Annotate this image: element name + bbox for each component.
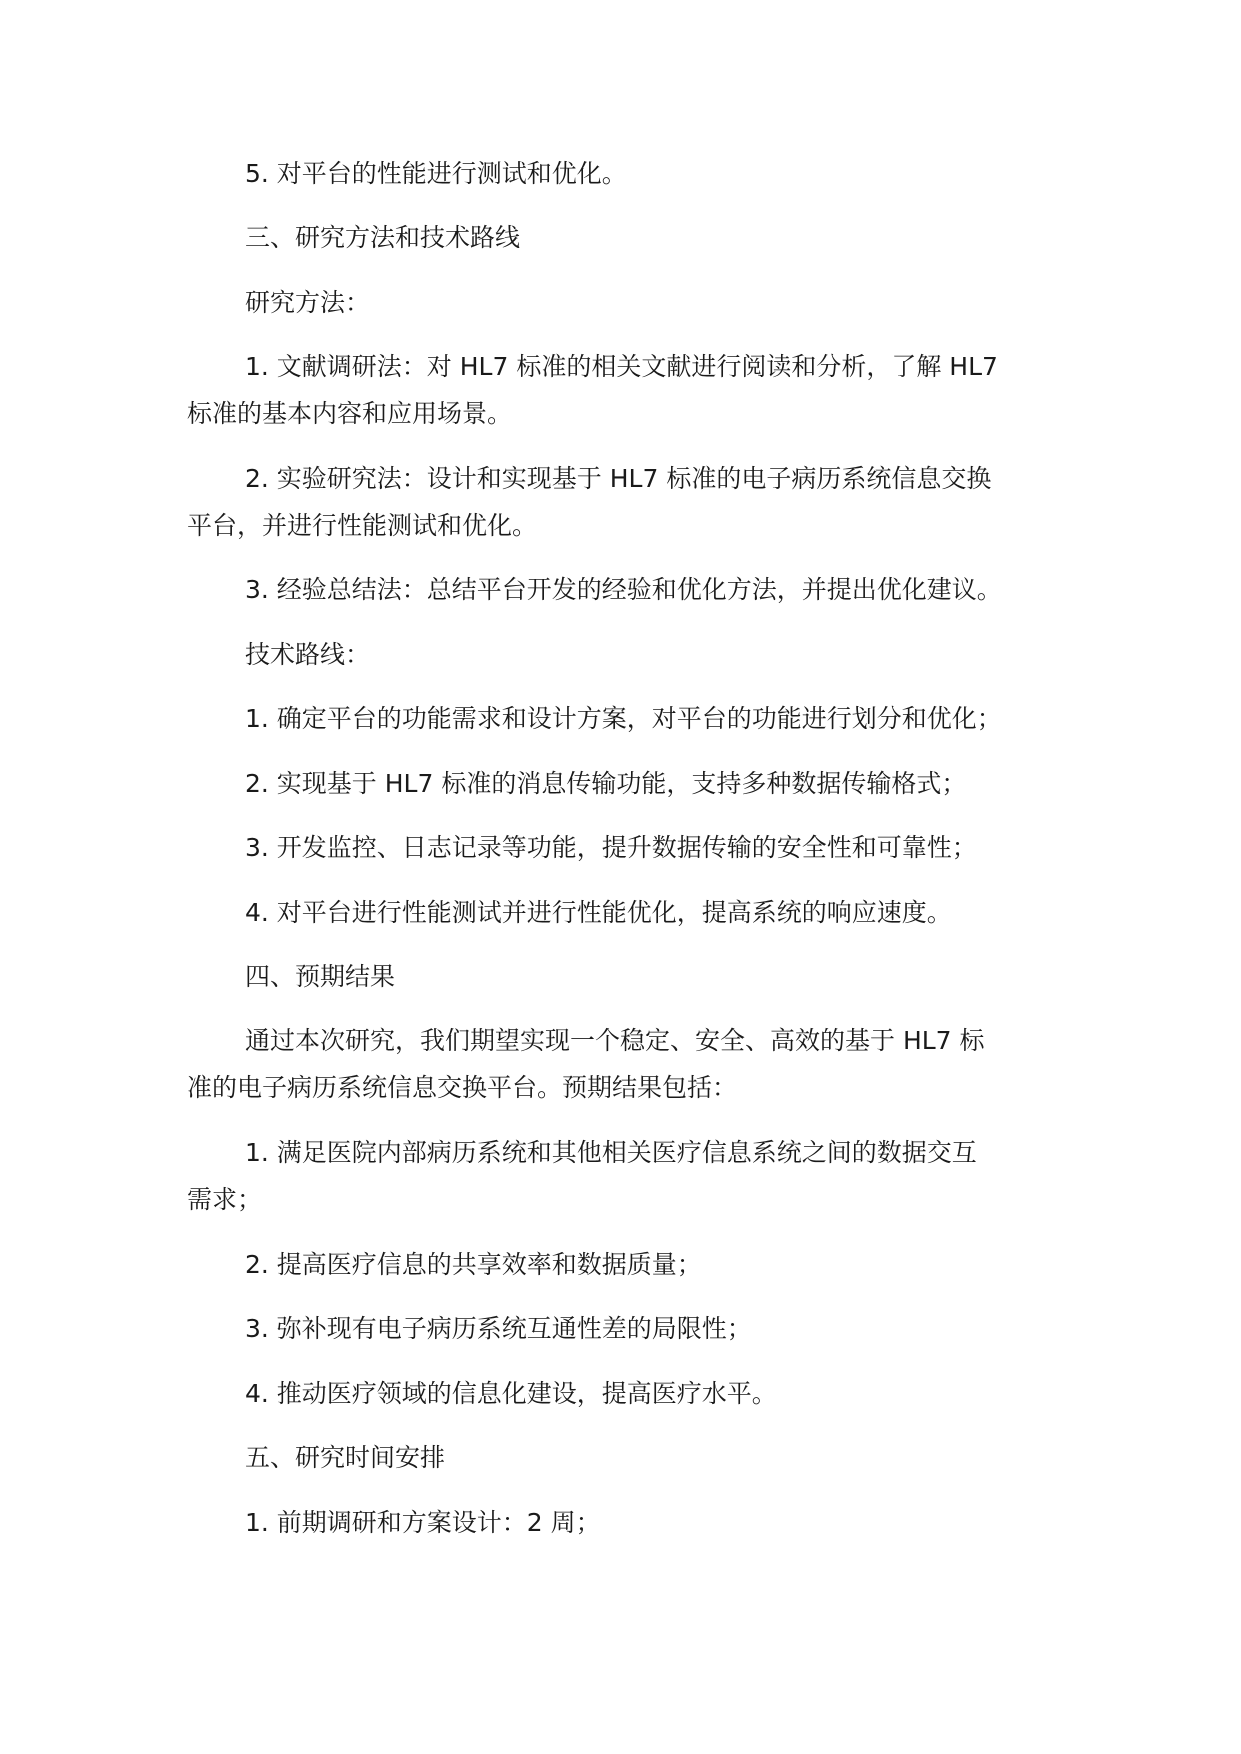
paragraph-line: 2. 实现基于 HL7 标准的消息传输功能，支持多种数据传输格式； xyxy=(245,769,967,798)
paragraph-line: 准的电子病历系统信息交换平台。预期结果包括： xyxy=(187,1073,738,1102)
paragraph-line: 1. 前期调研和方案设计：2 周； xyxy=(245,1508,601,1537)
paragraph-line: 2. 提高医疗信息的共享效率和数据质量； xyxy=(245,1250,702,1279)
subheading: 技术路线： xyxy=(245,640,371,669)
section-heading: 三、研究方法和技术路线 xyxy=(245,223,521,252)
paragraph-line: 1. 确定平台的功能需求和设计方案，对平台的功能进行划分和优化； xyxy=(245,704,1002,733)
paragraph-line: 需求； xyxy=(187,1185,263,1214)
subheading: 研究方法： xyxy=(245,288,371,317)
paragraph-line: 3. 经验总结法：总结平台开发的经验和优化方法，并提出优化建议。 xyxy=(245,575,1002,604)
section-heading: 五、研究时间安排 xyxy=(245,1443,446,1472)
paragraph-line: 1. 文献调研法：对 HL7 标准的相关文献进行阅读和分析，了解 HL7 xyxy=(245,352,998,381)
paragraph-line: 4. 对平台进行性能测试并进行性能优化，提高系统的响应速度。 xyxy=(245,898,952,927)
paragraph-line: 2. 实验研究法：设计和实现基于 HL7 标准的电子病历系统信息交换 xyxy=(245,464,992,493)
paragraph-line: 3. 弥补现有电子病历系统互通性差的局限性； xyxy=(245,1314,752,1343)
paragraph-line: 通过本次研究，我们期望实现一个稳定、安全、高效的基于 HL7 标 xyxy=(245,1026,985,1055)
paragraph-line: 1. 满足医院内部病历系统和其他相关医疗信息系统之间的数据交互 xyxy=(245,1138,977,1167)
paragraph-line: 平台，并进行性能测试和优化。 xyxy=(187,511,538,540)
paragraph-line: 3. 开发监控、日志记录等功能，提升数据传输的安全性和可靠性； xyxy=(245,833,977,862)
paragraph-line: 4. 推动医疗领域的信息化建设，提高医疗水平。 xyxy=(245,1379,777,1408)
paragraph-line: 5. 对平台的性能进行测试和优化。 xyxy=(245,159,627,188)
paragraph-line: 标准的基本内容和应用场景。 xyxy=(187,399,513,428)
section-heading: 四、预期结果 xyxy=(245,962,396,991)
